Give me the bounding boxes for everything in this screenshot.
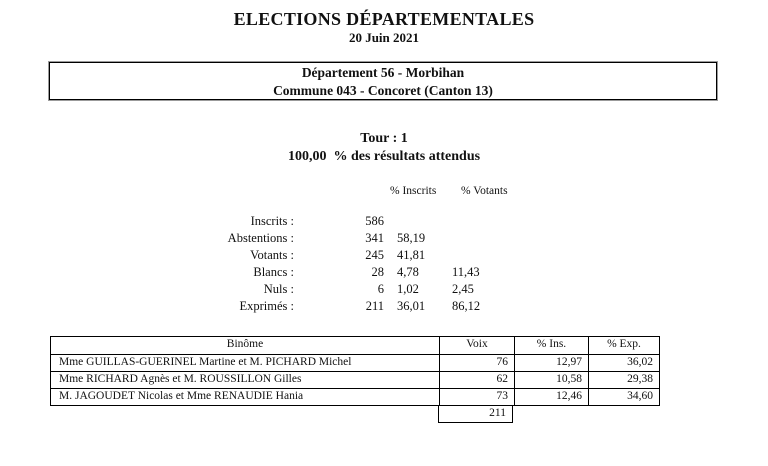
stat-pct-votants (452, 247, 532, 264)
binome-name: Mme RICHARD Agnès et M. ROUSSILLON Gilles (59, 373, 302, 385)
header-pct-ins: % Ins. (514, 337, 588, 354)
pct-exp-value: 36,02 (588, 355, 659, 371)
location-box (49, 62, 717, 100)
stat-label: Blancs : (253, 265, 294, 279)
tour-label: Tour : 1 (360, 131, 408, 146)
stat-label: Votants : (250, 248, 294, 262)
stat-label: Abstentions : (227, 231, 294, 245)
pct-ins-value: 10,58 (514, 372, 588, 388)
stat-pct-inscrits: 58,19 (397, 231, 426, 245)
stat-count: 211 (365, 299, 384, 313)
total-voix-cell: 211 (438, 406, 513, 423)
pct-exp-value: 34,60 (588, 389, 659, 405)
stat-pct-inscrits (397, 213, 447, 230)
stat-pct-inscrits: 4,78 (397, 265, 419, 279)
stat-label: Exprimés : (239, 299, 294, 313)
header-binome: Binôme (226, 338, 264, 350)
stat-pct-votants: 11,43 (452, 265, 480, 279)
stats-row-abstentions (0, 230, 532, 247)
results-header-row (51, 337, 659, 354)
stat-pct-votants: 86,12 (452, 299, 481, 313)
pct-inscrits-header: % Inscrits (390, 185, 437, 197)
voix-value: 62 (439, 372, 514, 388)
stats-row-exprimes (0, 298, 532, 315)
results-table (50, 336, 660, 423)
voix-value: 73 (439, 389, 514, 405)
header-voix: Voix (439, 337, 514, 354)
voix-value: 76 (439, 355, 514, 371)
stat-label: Inscrits : (250, 214, 294, 228)
pct-votants-header: % Votants (461, 185, 508, 197)
election-date: 20 Juin 2021 (348, 30, 420, 45)
stat-count: 586 (365, 214, 384, 228)
binome-name: M. JAGOUDET Nicolas et Mme RENAUDIE Hania (59, 390, 304, 402)
participation-stats (0, 213, 532, 315)
binome-name: Mme GUILLAS-GUERINEL Martine et M. PICHARD Michel (59, 356, 352, 368)
stats-row-blancs (0, 264, 532, 281)
stat-count: 245 (365, 248, 384, 262)
stat-pct-inscrits: 36,01 (397, 299, 426, 313)
stat-pct-votants (452, 213, 532, 230)
completion-label: 100,00 % des résultats attendus (287, 149, 481, 164)
table-row (51, 388, 659, 405)
stat-count: 28 (371, 265, 384, 279)
header-pct-exp: % Exp. (588, 337, 659, 354)
stat-pct-inscrits: 41,81 (397, 248, 426, 262)
pct-exp-value: 29,38 (588, 372, 659, 388)
table-row (51, 354, 659, 371)
stats-row-nuls (0, 281, 532, 298)
stat-count: 341 (365, 231, 384, 245)
stats-row-inscrits (0, 213, 532, 230)
pct-ins-value: 12,97 (514, 355, 588, 371)
stat-label: Nuls : (263, 282, 294, 296)
stat-count: 6 (377, 282, 384, 296)
department-line: Département 56 - Morbihan (301, 65, 465, 80)
results-table-box (50, 336, 660, 406)
commune-line: Commune 043 - Concoret (Canton 13) (273, 82, 493, 98)
pct-ins-value: 12,46 (514, 389, 588, 405)
stat-pct-votants (452, 230, 532, 247)
page-title: ELECTIONS DÉPARTEMENTALES (233, 9, 535, 29)
stat-pct-inscrits: 1,02 (397, 282, 419, 296)
stat-pct-votants: 2,45 (452, 282, 474, 296)
table-row (51, 371, 659, 388)
stats-row-votants (0, 247, 532, 264)
